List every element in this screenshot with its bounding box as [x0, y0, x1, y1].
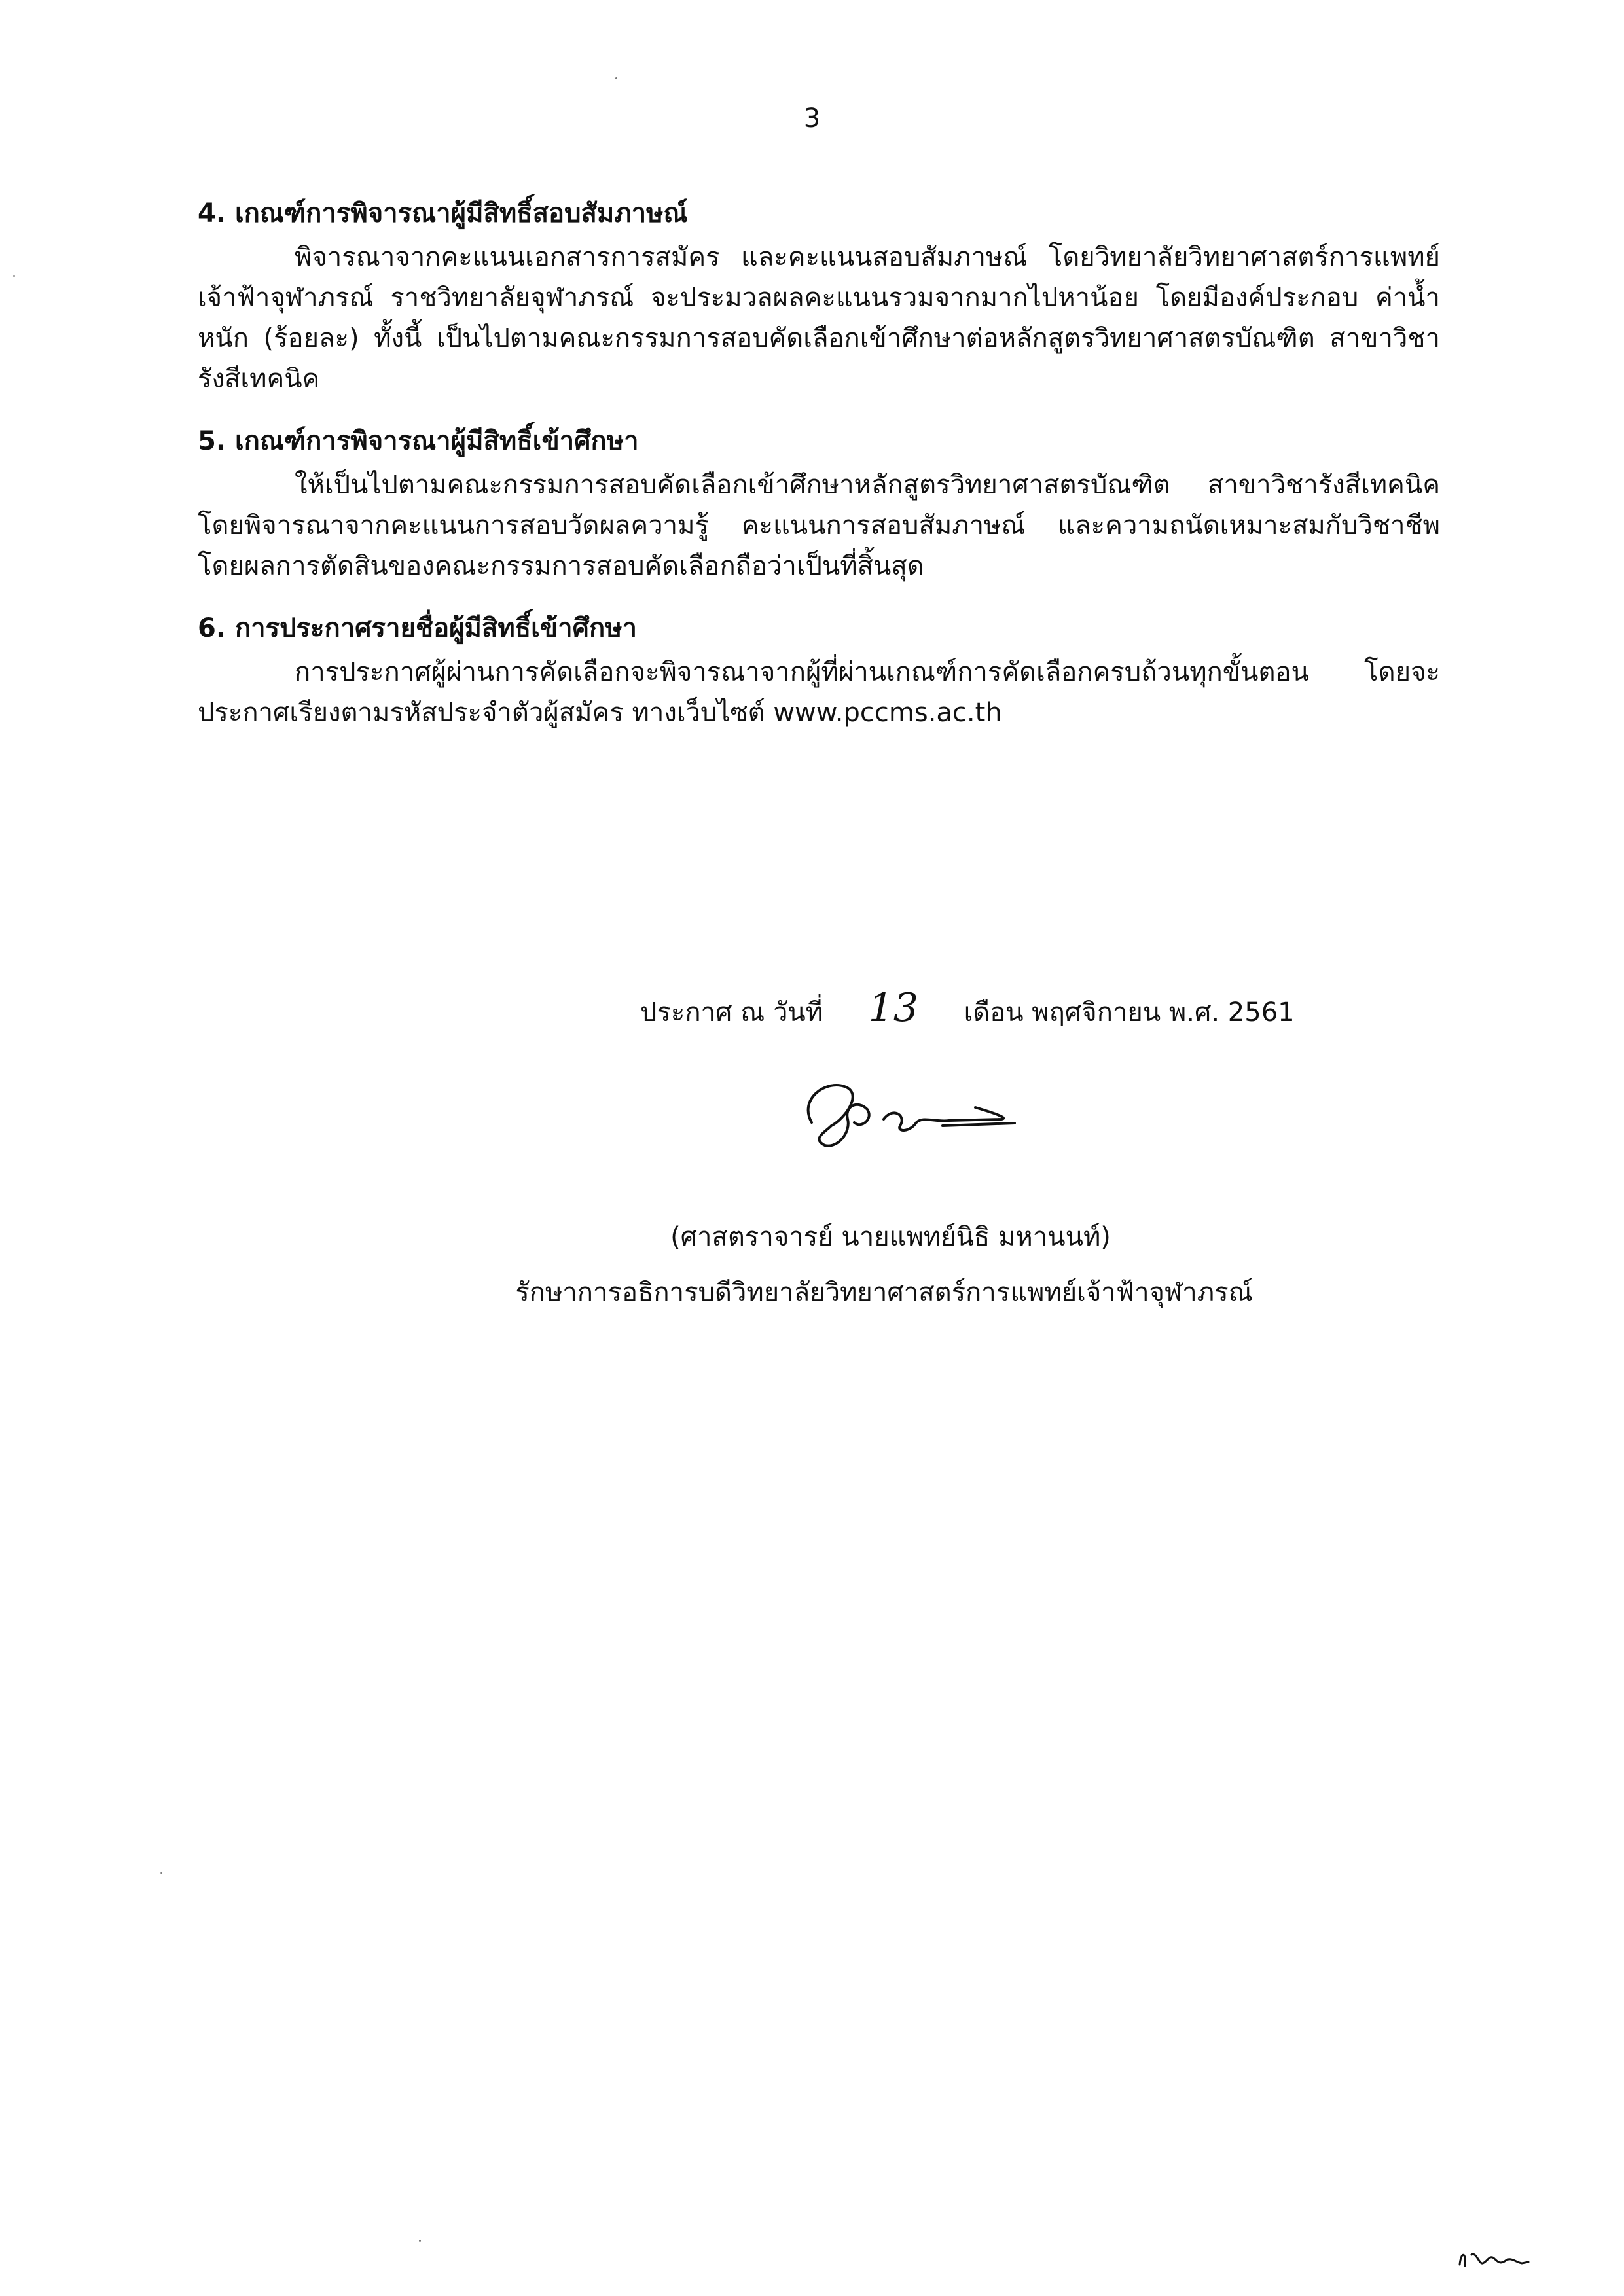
section-heading: 5. เกณฑ์การพิจารณาผู้มีสิทธิ์เข้าศึกษา [198, 426, 639, 456]
section-paragraph: พิจารณาจากคะแนนเอกสารการสมัคร และคะแนนสอบสัมภาษณ์ โดยวิทยาลัยวิทยาศาสตร์การแพทย์เจ้าฟ้าจุฬาภรณ์ ราชวิทยาลัยจุฬาภรณ์ จะประมวลผลคะแนนรวมจากมากไปหาน้อย โดยมีองค์ประกอบ ค่าน้ำหนัก (ร้อยละ) ทั้งนี้ เป็นไปตามคณะกรรมการสอบคัดเลือกเข้าศึกษาต่อหลักสูตรวิทยาศาสตรบัณฑิต สาขาวิชารังสีเทคนิค [198, 242, 1440, 394]
section-paragraph: การประกาศผู้ผ่านการคัดเลือกจะพิจารณาจากผู้ที่ผ่านเกณฑ์การคัดเลือกครบถ้วนทุกขั้นตอน โดยจะประกาศเรียงตามรหัสประจำตัวผู้สมัคร ทางเว็บไซต์ www.pccms.ac.th [198, 657, 1440, 728]
section-announcement-of-names [198, 609, 1440, 733]
scan-speck [160, 1872, 162, 1874]
document-body [198, 194, 1440, 755]
announcement-suffix: เดือน พฤศจิกายน พ.ศ. 2561 [964, 997, 1295, 1028]
scan-speck [615, 77, 617, 79]
announcement-prefix: ประกาศ ณ วันที่ [640, 997, 823, 1028]
section-heading: 6. การประกาศรายชื่อผู้มีสิทธิ์เข้าศึกษา [198, 613, 638, 643]
signer-name: (ศาสตราจารย์ นายแพทย์นิธิ มหานนท์) [670, 1222, 1111, 1252]
page-number: 3 [803, 103, 821, 134]
handwritten-day: 13 [868, 985, 919, 1031]
scan-speck [419, 2240, 421, 2242]
handwritten-initials [1453, 2238, 1532, 2278]
section-interview-criteria [198, 194, 1440, 399]
section-admission-criteria [198, 422, 1440, 586]
section-heading: 4. เกณฑ์การพิจารณาผู้มีสิทธิ์สอบสัมภาษณ์ [198, 198, 688, 228]
signer-title: รักษาการอธิการบดีวิทยาลัยวิทยาศาสตร์การแพทย์เจ้าฟ้าจุฬาภรณ์ [515, 1278, 1253, 1308]
section-paragraph: ให้เป็นไปตามคณะกรรมการสอบคัดเลือกเข้าศึกษาหลักสูตรวิทยาศาสตรบัณฑิต สาขาวิชารังสีเทคนิค โดยพิจารณาจากคะแนนการสอบวัดผลความรู้ คะแนนการสอบสัมภาษณ์ และความถนัดเหมาะสมกับวิชาชีพ โดยผลการตัดสินของคณะกรรมการสอบคัดเลือกถือว่าเป็นที่สิ้นสุด [198, 470, 1440, 581]
scan-speck [13, 275, 15, 277]
handwritten-signature [785, 1060, 1060, 1158]
announcement-date-line [640, 985, 1295, 1032]
